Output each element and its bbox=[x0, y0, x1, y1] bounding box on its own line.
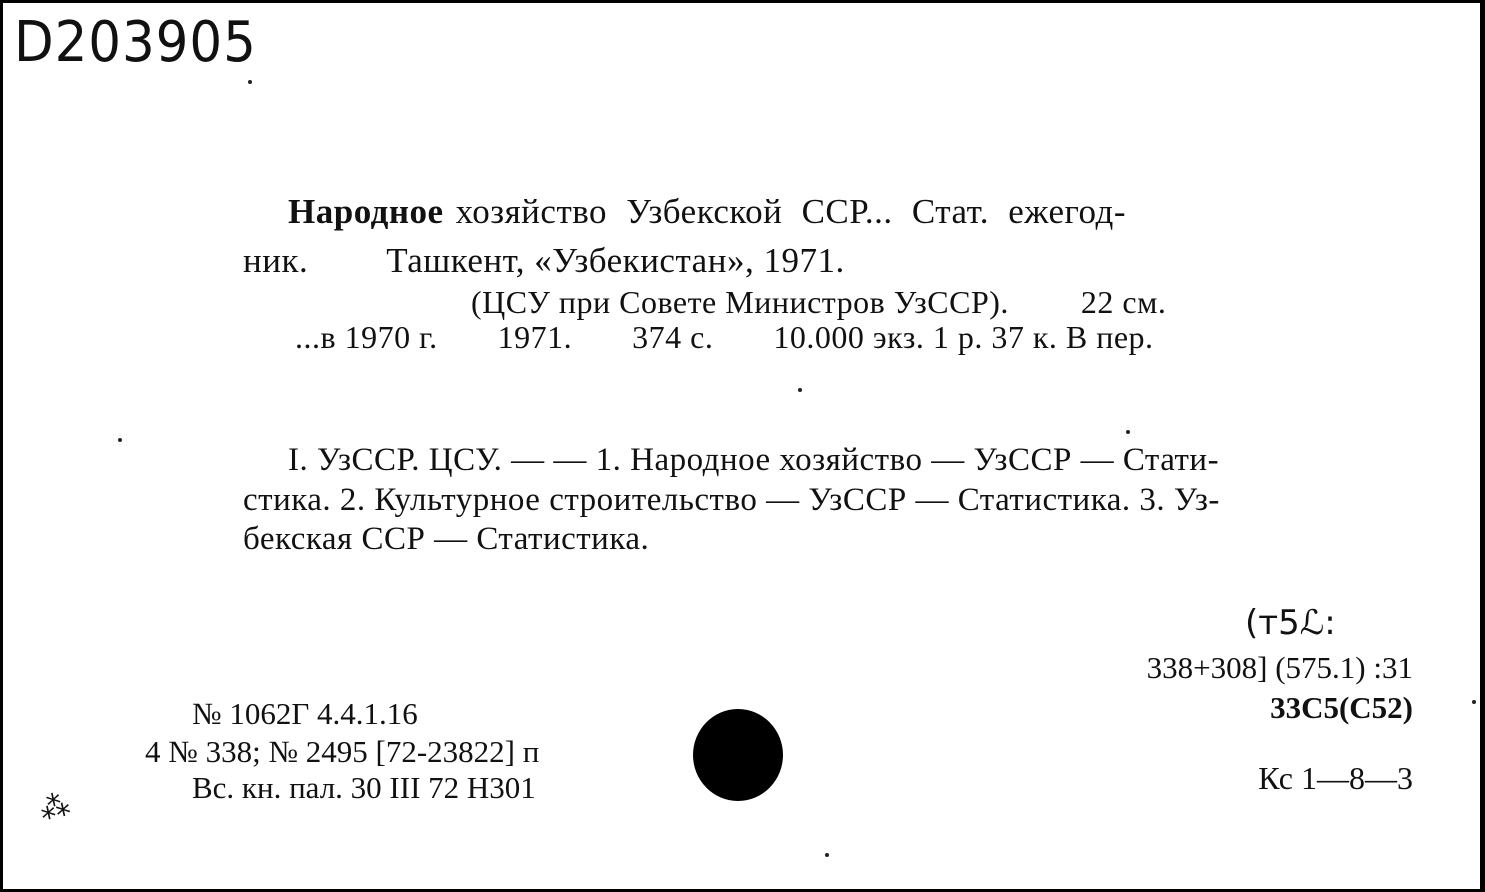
ink-speck bbox=[118, 438, 122, 442]
inventory-number: D203905 bbox=[14, 10, 257, 75]
title-continuation: ник. bbox=[243, 241, 309, 280]
bbk-classification: 33С5(С52) bbox=[1270, 690, 1413, 725]
title-heading-word: Народное bbox=[288, 192, 444, 231]
title-line bbox=[288, 192, 1126, 232]
subject-line-1: I. УзССР. ЦСУ. — — 1. Народное хозяйство — УзССР — Стати- bbox=[288, 442, 1220, 478]
registration-numbers: 4 № 338; № 2495 [72-23822] п bbox=[145, 734, 540, 769]
imprint: Ташкент, «Узбекистан», 1971. bbox=[386, 241, 845, 280]
card-right-edge bbox=[1480, 0, 1485, 892]
detail-pages: 374 с. bbox=[632, 319, 714, 355]
series-note: (ЦСУ при Совете Министров УзССР). bbox=[471, 284, 1009, 320]
title-rest: хозяйство Узбекской ССР... Стат. ежегод- bbox=[455, 192, 1126, 231]
ink-speck bbox=[1126, 430, 1130, 434]
detail-coverage: ...в 1970 г. bbox=[295, 319, 438, 355]
subject-line-3: бекская ССР — Статистика. bbox=[243, 521, 650, 557]
detail-year: 1971. bbox=[497, 319, 573, 355]
ink-speck bbox=[825, 853, 829, 857]
ink-speck bbox=[248, 80, 252, 84]
pencil-mark: (т5ℒ: bbox=[1245, 603, 1336, 643]
detail-copies-price: 10.000 экз. 1 р. 37 к. В пер. bbox=[773, 319, 1154, 355]
punch-hole bbox=[693, 709, 783, 801]
corner-handwritten-marks: ⁂ bbox=[36, 787, 74, 828]
chamber-note: Вс. кн. пал. 30 III 72 Н301 bbox=[192, 770, 536, 805]
title-continuation-line bbox=[243, 241, 845, 281]
ink-speck bbox=[1472, 700, 1476, 704]
card-top-edge bbox=[0, 0, 1485, 3]
series-line bbox=[471, 284, 1166, 321]
udc-classification: 338+308] (575.1) :31 bbox=[1146, 650, 1413, 685]
book-size: 22 см. bbox=[1080, 284, 1167, 320]
card-left-edge bbox=[0, 0, 3, 892]
card-code: Кс 1—8—3 bbox=[1258, 760, 1413, 796]
ink-speck bbox=[798, 388, 802, 392]
order-number: № 1062Г 4.4.1.16 bbox=[192, 696, 418, 731]
details-line bbox=[295, 319, 1154, 356]
subject-line-2: стика. 2. Культурное строительство — УзССР — Статистика. 3. Уз- bbox=[243, 482, 1220, 518]
